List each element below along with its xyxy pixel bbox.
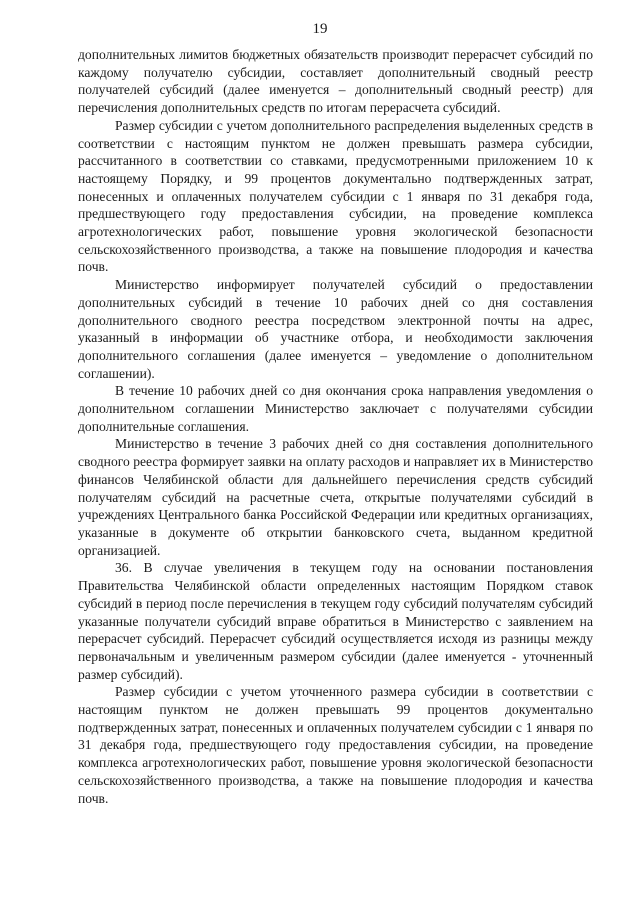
paragraph-subsidy-size-limit: Размер субсидии с учетом дополнительного распределения выделенных средств в соответствии с настоящим пунктом не должен превышать размера субсидии, рассчитанного в соответствии со ставками, предусмотренными приложением 10 к настоящему Порядку, и 99 процентов документально подтвержденных затрат, понесенных и оплаченных получателем субсидии с 1 января по 31 декабря года, предшествующего году предоставления субсидии, на проведение комплекса агротехнологических работ, повышение уровня экологической безопасности сельскохозяйственного производства, а также на повышение плодородия и качества почв. xyxy=(78,117,593,275)
paragraph-ministry-informs: Министерство информирует получателей субсидий о предоставлении дополнительных субсидий в течение 10 рабочих дней со дня составления дополнительного сводного реестра посредством электронной почты на адрес, указанный в информации об участнике отбора, и необходимости заключения дополнительного соглашения (далее именуется – уведомление о дополнительном соглашении). xyxy=(78,277,593,381)
document-body xyxy=(78,46,593,807)
page-number: 19 xyxy=(312,21,328,37)
paragraph-additional-agreements: В течение 10 рабочих дней со дня окончания срока направления уведомления о дополнительном соглашении Министерство заключает с получателями субсидии дополнительные соглашения. xyxy=(78,383,593,434)
paragraph-payment-requests: Министерство в течение 3 рабочих дней со дня составления дополнительного сводного реестра формирует заявки на оплату расходов и направляет их в Министерство финансов Челябинской области для дальнейшего перечисления средств субсидий получателям субсидий на расчетные счета, открытые получателями субсидий в учреждениях Центрального банка Российской Федерации или кредитных организациях, указанные в документе об открытии банковского счета, выданном кредитной организацией. xyxy=(78,436,593,558)
paragraph-refined-subsidy-size: Размер субсидии с учетом уточненного размера субсидии в соответствии с настоящим пунктом не должен превышать 99 процентов документально подтвержденных затрат, понесенных и оплаченных получателем субсидии с 1 января по 31 декабря года, предшествующего году предоставления субсидии, на проведение комплекса агротехнологических работ, повышение уровня экологической безопасности сельскохозяйственного производства, а также на повышение плодородия и качества почв. xyxy=(78,684,593,806)
paragraph-item-36: 36. В случае увеличения в текущем году на основании постановления Правительства Челябинской области определенных настоящим Порядком ставок субсидий в период после перечисления в текущем году субсидий получателям субсидий указанные получатели субсидий вправе обратиться в Министерство с заявлением на перерасчет субсидий. Перерасчет субсидий осуществляется исходя из разницы между первоначальным и увеличенным размером субсидии (далее именуется - уточненный размер субсидий). xyxy=(78,560,593,682)
paragraph-continuation: дополнительных лимитов бюджетных обязательств производит перерасчет субсидий по каждому получателю субсидии, составляет дополнительный сводный реестр получателей субсидий (далее именуется – дополнительный сводный реестр) для перечисления дополнительных средств по итогам перерасчета субсидий. xyxy=(78,47,593,116)
